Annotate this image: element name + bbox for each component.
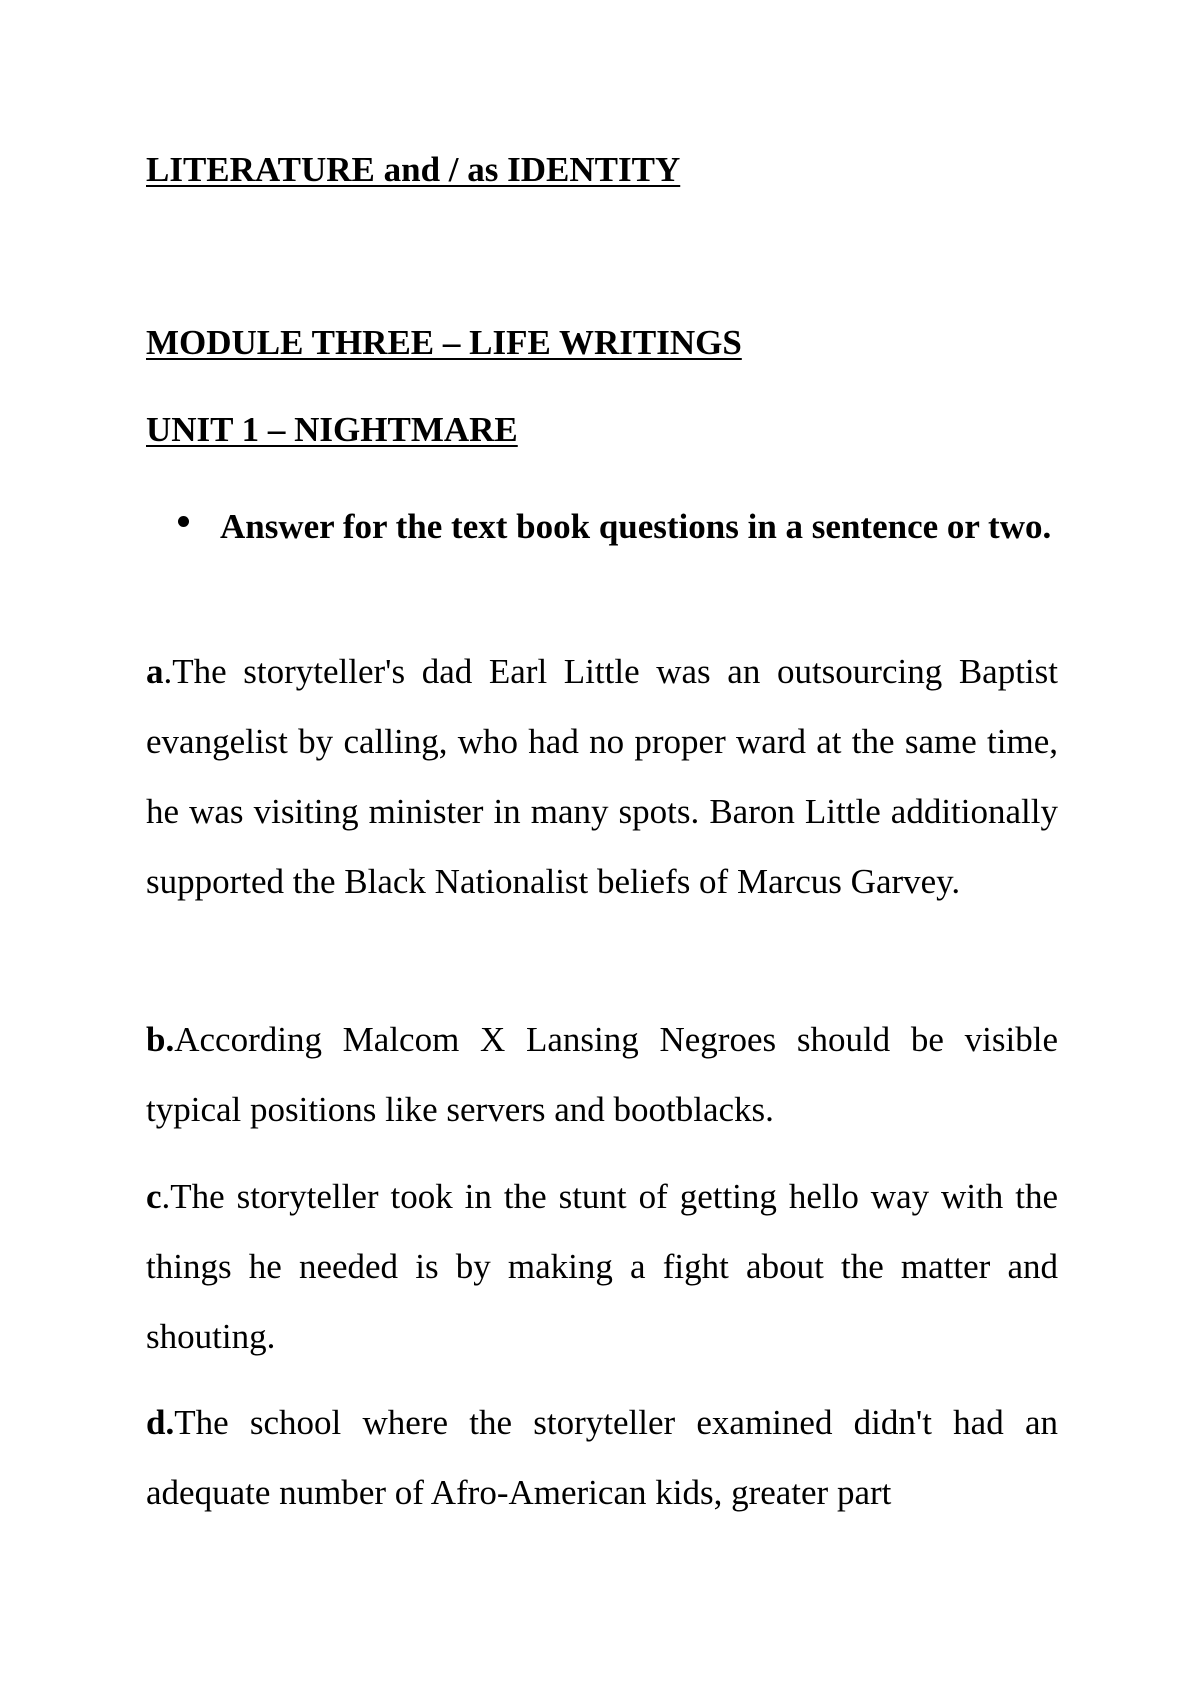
answer-text: .The storyteller took in the stunt of getting hello way with the things he needed is by making a fight about the matter and shouting. [146, 1177, 1058, 1356]
bullet-icon [178, 516, 189, 527]
answer-c [146, 1162, 1058, 1372]
answer-d [146, 1388, 1058, 1528]
answer-marker: b. [146, 1020, 175, 1059]
unit-heading: UNIT 1 – NIGHTMARE [146, 410, 518, 449]
answer-marker: c [146, 1177, 162, 1216]
answer-text: According Malcom X Lansing Negroes should be visible typical positions like servers and bootblacks. [146, 1020, 1058, 1129]
answer-text: The school where the storyteller examined didn't had an adequate number of Afro-American kids, greater part [146, 1403, 1058, 1512]
answer-marker: d. [146, 1403, 175, 1442]
document-title: LITERATURE and / as IDENTITY [146, 150, 681, 189]
answer-marker: a [146, 652, 164, 691]
answer-b [146, 1005, 1058, 1145]
answer-a [146, 637, 1058, 917]
instruction-text: Answer for the text book questions in a sentence or two. [220, 507, 1052, 546]
answer-text: .The storyteller's dad Earl Little was an outsourcing Baptist evangelist by calling, who had no proper ward at the same time, he was visiting minister in many spots. Baron Little additionally supported the Black Nationalist beliefs of Marcus Garvey. [146, 652, 1058, 901]
module-heading: MODULE THREE – LIFE WRITINGS [146, 323, 742, 362]
